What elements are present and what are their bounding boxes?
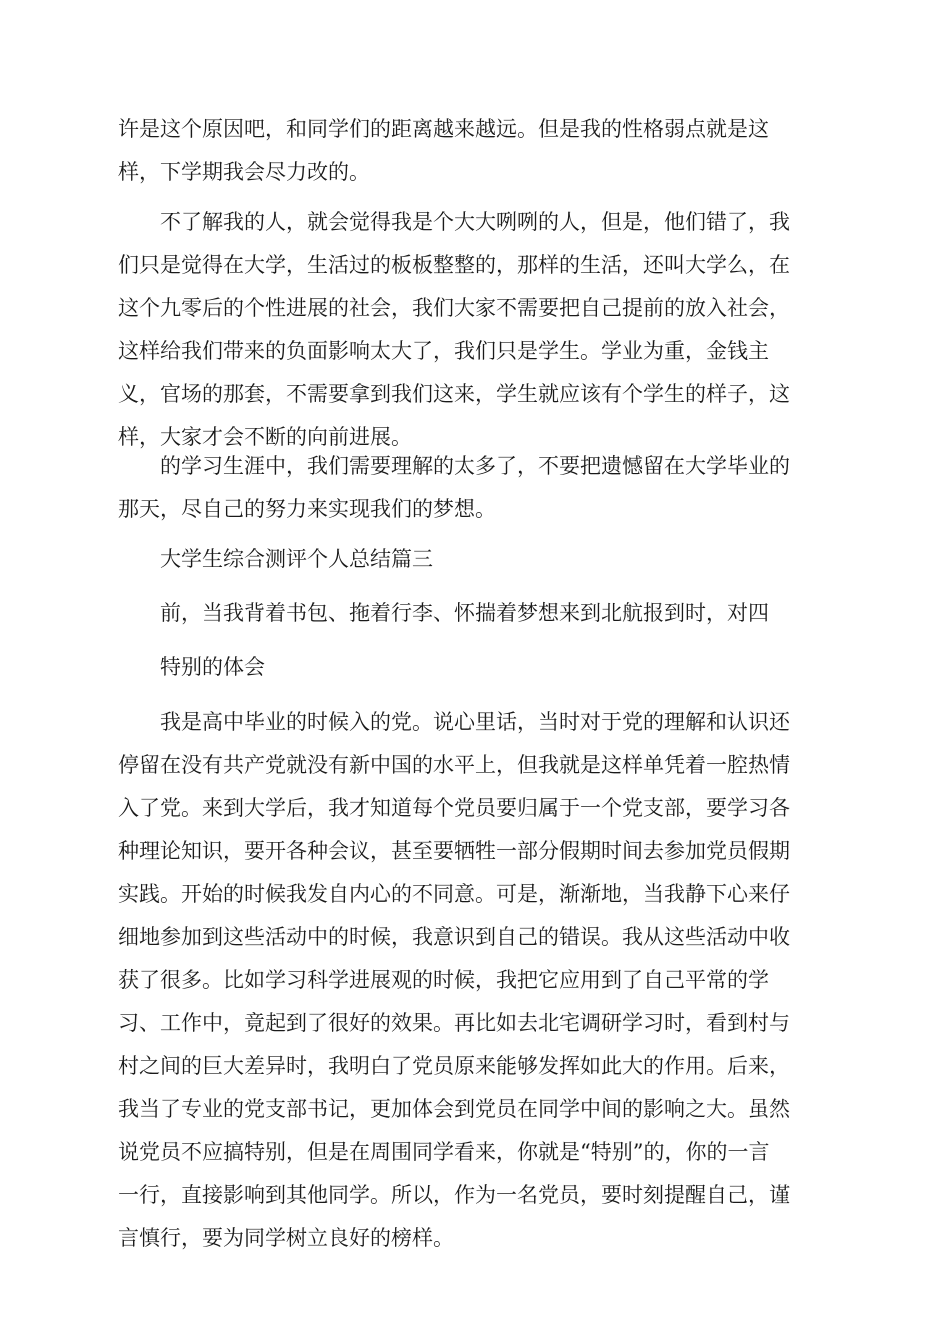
- text-line: 的学习生涯中，我们需要理解的太多了，不要把遗憾留在大学毕业的: [160, 454, 790, 478]
- text-line: 这样给我们带来的负面影响太大了，我们只是学生。学业为重，金钱主: [118, 339, 769, 363]
- text-line: 我是高中毕业的时候入的党。说心里话，当时对于党的理解和认识还: [160, 710, 790, 734]
- text-line: 一行，直接影响到其他同学。所以，作为一名党员，要时刻提醒自己，谨: [118, 1183, 790, 1207]
- text-line: 样，大家才会不断的向前进展。: [118, 425, 412, 449]
- text-line: 停留在没有共产党就没有新中国的水平上，但我就是这样单凭着一腔热情: [118, 753, 790, 777]
- text-line: 不了解我的人，就会觉得我是个大大咧咧的人，但是，他们错了，我: [160, 210, 790, 234]
- paragraph: [118, 201, 831, 459]
- text-line: 入了党。来到大学后，我才知道每个党员要归属于一个党支部，要学习各: [118, 796, 790, 820]
- heading-line: 大学生综合测评个人总结篇三: [160, 547, 433, 571]
- text-line: 言慎行，要为同学树立良好的榜样。: [118, 1226, 454, 1250]
- text-line: 细地参加到这些活动中的时候，我意识到自己的错误。我从这些活动中收: [118, 925, 790, 949]
- text-line: 获了很多。比如学习科学进展观的时候，我把它应用到了自己平常的学: [118, 968, 769, 992]
- text-line: 前，当我背着书包、拖着行李、怀揣着梦想来到北航报到时，对四: [160, 601, 769, 625]
- heading-line: 特别的体会: [160, 655, 265, 679]
- text-line: 样，下学期我会尽力改的。: [118, 160, 370, 184]
- text-line: 那天，尽自己的努力来实现我们的梦想。: [118, 497, 496, 521]
- text-line: 这个九零后的个性进展的社会，我们大家不需要把自己提前的放入社会，: [118, 296, 790, 320]
- text-line: 村之间的巨大差异时，我明白了党员原来能够发挥如此大的作用。后来，: [118, 1054, 790, 1078]
- text-line: 习、工作中，竟起到了很好的效果。再比如去北宅调研学习时，看到村与: [118, 1011, 790, 1035]
- paragraph: [118, 701, 831, 1260]
- paragraph-continuation: [118, 108, 831, 194]
- text-line: 实践。开始的时候我发自内心的不同意。可是，渐渐地，当我静下心来仔: [118, 882, 790, 906]
- text-line: 说党员不应搞特别，但是在周围同学看来，你就是“特别”的，你的一言: [118, 1140, 770, 1164]
- text-line: 我当了专业的党支部书记，更加体会到党员在同学中间的影响之大。虽然: [118, 1097, 790, 1121]
- text-line: 许是这个原因吧，和同学们的距离越来越远。但是我的性格弱点就是这: [118, 117, 769, 141]
- text-line: 义，官场的那套，不需要拿到我们这来，学生就应该有个学生的样子，这: [118, 382, 790, 406]
- paragraph: [118, 592, 831, 635]
- paragraph: [118, 445, 831, 531]
- sub-heading: [118, 646, 831, 689]
- text-line: 们只是觉得在大学，生活过的板板整整的，那样的生活，还叫大学么，在: [118, 253, 790, 277]
- text-line: 种理论知识，要开各种会议，甚至要牺牲一部分假期时间去参加党员假期: [118, 839, 790, 863]
- section-heading: [118, 538, 831, 581]
